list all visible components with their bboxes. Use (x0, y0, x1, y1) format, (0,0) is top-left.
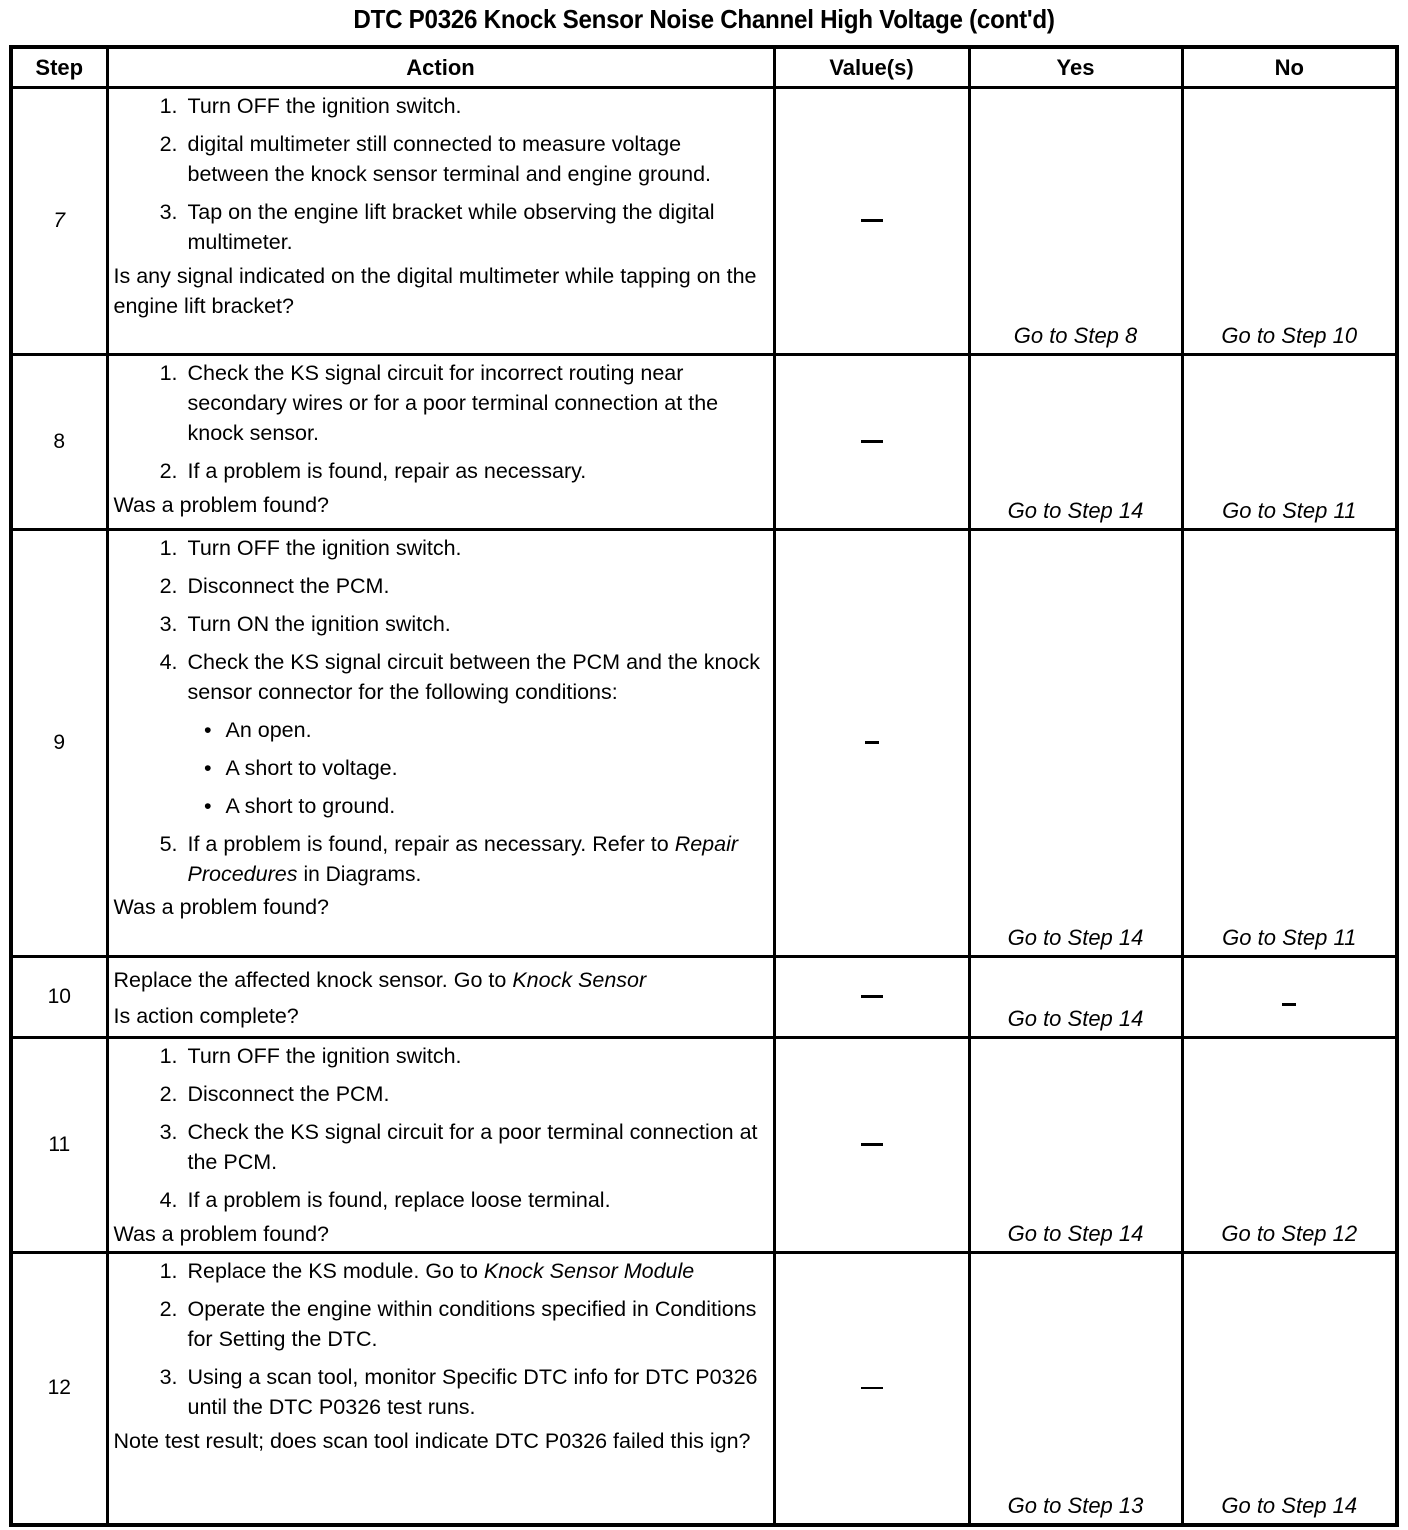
yes-link[interactable]: Go to Step 14 (969, 355, 1182, 530)
action-text: Replace the affected knock sensor. Go to (113, 968, 507, 992)
action-cell (107, 1253, 774, 1525)
table-row (11, 88, 1397, 355)
repair-procedures-link[interactable]: Repair Procedures (187, 832, 739, 886)
bullet-text: A short to voltage. (225, 756, 398, 780)
bullet-text: An open. (225, 718, 312, 742)
question-text: Is any signal indicated on the digital multimeter while tapping on the engine lift bracket? (113, 264, 757, 318)
question-text: Was a problem found? (113, 1222, 330, 1246)
list-item: 2. If a problem is found, repair as necessary. (114, 456, 763, 486)
no-link[interactable]: Go to Step 10 (1182, 88, 1397, 355)
step-text: Turn ON the ignition switch. (187, 612, 451, 636)
page-title: DTC P0326 Knock Sensor Noise Channel High Voltage (cont'd) (353, 4, 1055, 34)
action-cell (107, 530, 774, 957)
question-text: Is action complete? (113, 1004, 299, 1028)
bullet-text: A short to ground. (225, 794, 396, 818)
step-number: 10 (11, 957, 107, 1038)
yes-link[interactable]: Go to Step 14 (969, 1038, 1182, 1253)
list-item: 3. Turn ON the ignition switch. (114, 609, 763, 639)
table-row (11, 355, 1397, 530)
knock-sensor-link[interactable]: Knock Sensor (512, 968, 647, 992)
no-link[interactable]: Go to Step 11 (1182, 530, 1397, 957)
step-text: Turn OFF the ignition switch. (187, 1044, 462, 1068)
knock-sensor-module-link[interactable]: Knock Sensor Module (483, 1259, 695, 1283)
dash-value (861, 440, 883, 443)
bullet-item: • A short to ground. (114, 791, 763, 821)
header-row (11, 47, 1397, 88)
list-item: 2. Disconnect the PCM. (114, 571, 763, 601)
list-item: 5. If a problem is found, repair as necessary. Refer to Repair Procedures in Diagrams. (159, 832, 739, 886)
value-cell (774, 88, 969, 355)
question-text: Was a problem found? (113, 895, 330, 919)
dash-value (861, 219, 883, 222)
action-cell (107, 88, 774, 355)
value-cell (774, 1038, 969, 1253)
step-number: 7 (11, 88, 107, 355)
table-row (11, 1253, 1397, 1525)
list-item: 2. Disconnect the PCM. (114, 1079, 763, 1109)
step-text: digital multimeter still connected to measure voltage between the knock sensor terminal and engine ground. (187, 132, 712, 186)
dash-value (1282, 1003, 1296, 1006)
step-text: Operate the engine within conditions specified in Conditions for Setting the DTC. (187, 1297, 757, 1351)
action-cell (107, 1038, 774, 1253)
value-cell (774, 1253, 969, 1525)
table-row (11, 1038, 1397, 1253)
step-text: Turn OFF the ignition switch. (187, 94, 462, 118)
yes-link[interactable]: Go to Step 13 (969, 1253, 1182, 1525)
step-text: Tap on the engine lift bracket while observing the digital multimeter. (187, 200, 715, 254)
step-text: Using a scan tool, monitor Specific DTC info for DTC P0326 until the DTC P0326 test runs. (187, 1365, 758, 1419)
header-action: Action (107, 47, 774, 88)
no-link[interactable]: Go to Step 11 (1182, 355, 1397, 530)
table-row (11, 957, 1397, 1038)
list-item: 1. Turn OFF the ignition switch. (114, 533, 763, 563)
step-text: Check the KS signal circuit between the PCM and the knock sensor connector for the following conditions: (187, 650, 760, 704)
step-text: Check the KS signal circuit for a poor terminal connection at the PCM. (187, 1120, 758, 1174)
step-text: Disconnect the PCM. (187, 574, 390, 598)
question-text: Was a problem found? (113, 493, 330, 517)
list-item: 3. Using a scan tool, monitor Specific DTC info for DTC P0326 until the DTC P0326 test runs. (114, 1362, 763, 1422)
value-cell (774, 355, 969, 530)
no-link[interactable]: Go to Step 12 (1182, 1038, 1397, 1253)
list-item: 4. If a problem is found, replace loose terminal. (114, 1185, 763, 1215)
list-item: 1. Turn OFF the ignition switch. (114, 1041, 763, 1071)
header-values: Value(s) (774, 47, 969, 88)
dash-value (861, 1143, 883, 1146)
list-item: 2. digital multimeter still connected to measure voltage between the knock sensor terminal and engine ground. (114, 129, 763, 189)
step-number: 12 (11, 1253, 107, 1525)
step-text: Turn OFF the ignition switch. (187, 536, 462, 560)
list-item: 3. Tap on the engine lift bracket while observing the digital multimeter. (114, 197, 763, 257)
step-text: Replace the KS module. Go to (187, 1259, 478, 1283)
list-item: 1. Replace the KS module. Go to Knock Sensor Module (159, 1259, 695, 1283)
dash-value (861, 1387, 883, 1389)
header-step: Step (11, 47, 107, 88)
question-text: Note test result; does scan tool indicate DTC P0326 failed this ign? (113, 1429, 751, 1453)
list-item: 2. Operate the engine within conditions specified in Conditions for Setting the DTC. (114, 1294, 763, 1354)
dash-value (861, 995, 883, 998)
list-item: 4. Check the KS signal circuit between the PCM and the knock sensor connector for the following conditions: (114, 647, 763, 707)
step-text-tail: in Diagrams. (303, 863, 422, 886)
dash-value (865, 741, 879, 744)
bullet-item: • A short to voltage. (114, 753, 763, 783)
action-cell (107, 957, 774, 1038)
step-text: Disconnect the PCM. (187, 1082, 390, 1106)
action-cell (107, 355, 774, 530)
step-number: 11 (11, 1038, 107, 1253)
bullet-item: • An open. (114, 715, 763, 745)
header-yes: Yes (969, 47, 1182, 88)
list-item: 3. Check the KS signal circuit for a poor terminal connection at the PCM. (114, 1117, 763, 1177)
yes-link[interactable]: Go to Step 8 (969, 88, 1182, 355)
yes-link[interactable]: Go to Step 14 (969, 530, 1182, 957)
no-value (1182, 957, 1397, 1038)
diagnostic-table (9, 45, 1399, 1527)
step-text: If a problem is found, replace loose terminal. (187, 1188, 611, 1212)
list-item: 1. Turn OFF the ignition switch. (114, 91, 763, 121)
step-number: 9 (11, 530, 107, 957)
value-cell (774, 530, 969, 957)
step-text: If a problem is found, repair as necessary. (187, 459, 587, 483)
step-text: If a problem is found, repair as necessary. Refer to (187, 832, 669, 856)
list-item: 1. Check the KS signal circuit for incorrect routing near secondary wires or for a poor terminal connection at the knock sensor. (114, 358, 763, 448)
step-number: 8 (11, 355, 107, 530)
no-link[interactable]: Go to Step 14 (1182, 1253, 1397, 1525)
value-cell (774, 957, 969, 1038)
yes-link[interactable]: Go to Step 14 (969, 957, 1182, 1038)
header-no: No (1182, 47, 1397, 88)
step-text: Check the KS signal circuit for incorrect routing near secondary wires or for a poor terminal connection at the knock sensor. (187, 361, 719, 445)
table-row (11, 530, 1397, 957)
